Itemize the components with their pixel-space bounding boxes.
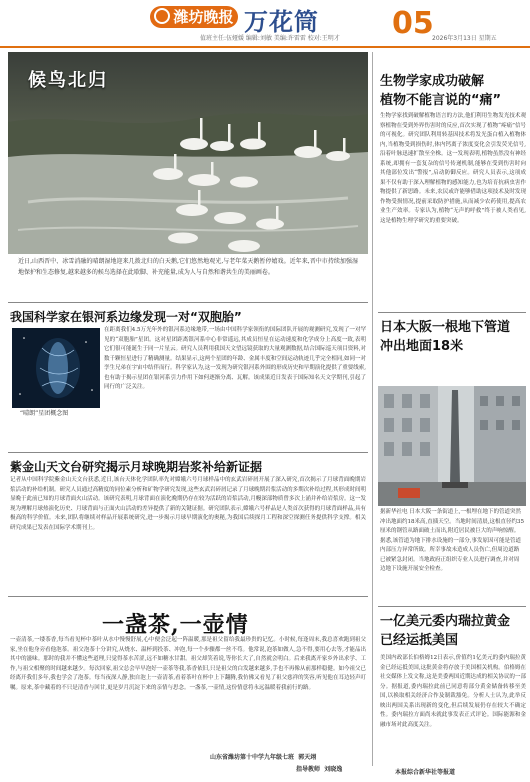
- page-number: 05: [392, 6, 434, 41]
- column-divider: [372, 52, 373, 766]
- osaka-headline: [380, 318, 510, 356]
- logo-text: 潍坊晚报: [173, 8, 234, 26]
- twins-headline: 我国科学家在银河系边缘发现一对“双胞胎”: [10, 310, 242, 324]
- newspaper-logo: [150, 6, 238, 28]
- section-divider: [8, 302, 368, 303]
- logo-mark-icon: [154, 8, 170, 24]
- twins-body: 在距离我们4.5万光年外的银河系边缘地带,一场由中国科学家领衔的国际团队开展的观测研究,发现了一对罕见的“双胞胎”星团。这对星团距离银河系中心非常遥远,其成员恒星在运动速度和化学成分上高度一致,表明它们很可能诞生于同一片星云。研究人员利用我国天文望远镜获取的大量观测数据,结合国际巡天项目资料,对数千颗恒星进行了精确测量。结果显示,这两个星团的年龄、金属丰度和空间运动轨迹几乎完全相同,如同一对孪生兄弟在宇宙中结伴而行。科学家认为,这一发现为研究银河系外围的形成历史和早期演化提供了重要线索,也有助于揭示星团在银河系引力作用下如何逐渐分离、瓦解。该成果近日发表于国际知名天文学期刊,引起了同行的广泛关注。: [104, 327, 366, 390]
- gold-headline-line2: 已经运抵美国: [380, 633, 459, 648]
- star-cluster-image: [12, 328, 100, 408]
- purple-headline: 紫金山天文台研究揭示月球晚期岩浆补给新证据: [10, 460, 263, 474]
- twins-caption: “晴朗”星团概念图: [20, 410, 69, 417]
- byline-teacher: 刘晓逸: [324, 766, 343, 773]
- issue-date: 2026年3月13日 星期五: [432, 35, 497, 42]
- osaka-headline-line1: 日本大阪一根地下管道: [380, 320, 511, 335]
- osaka-pipe-image: [378, 386, 526, 506]
- tea-byline-school: [210, 752, 316, 761]
- osaka-headline-line2: 冲出地面18米: [380, 339, 464, 354]
- twins-image: [12, 328, 100, 408]
- gold-headline-line1: 一亿美元委内瑞拉黄金: [380, 614, 511, 629]
- scientist-body: 生物学家找到破解植物语言的方法,他们利用生物发光技术观察植物在受到外界伤害时的反应,首次实现了植物“疼痛”信号的可视化。研究团队利用转基因技术将发光蛋白植入植物体内,当植物受到损伤时,体内钙离子浓度变化会引发荧光信号,沿着叶脉迅速扩散至全株。这一发现表明,植物虽然没有神经系统,却拥有一套复杂的信号传递机制,能够在受到伤害时向其他部位发出“警报”,启动防御反应。研究人员表示,这项成果不仅有助于深入理解植物的感知能力,也为培育抗病虫害作物提供了新思路。未来,农民或许能够借助这项技术及时发现作物受损情况,提前采取防护措施,从而减少农药使用,提高农业生产效率。专家认为,植物“无声的呼救”终于被人类看见,这是植物生理学研究的重要突破。: [380, 113, 526, 224]
- osaka-pipe-photo: [378, 386, 526, 506]
- osaka-body: 据新华社电 日本大阪一条街道上,一根埋在地下的管道突然冲出地面约18米高,直插天空。当地时间清晨,这根直径约35厘米的钢管从路面破土而出,附近居民被巨大的声响惊醒。据悉,该管道为地下排水设施的一部分,事发原因可能是管道内部压力异常所致。所幸事故未造成人员伤亡,但周边道路已被紧急封闭。当地政府正组织专业人员进行调查,并对周边地下设施开展安全检查。: [380, 509, 524, 572]
- tea-body: 一壶清茶,一缕茶香,每当看见杯中茶叶从水中慢慢舒展,心中便会泛起一阵温暖,那是祖父留给我最珍贵的记忆。小时候,每逢周末,我总喜欢跑到祖父家,坐在他身旁看他泡茶。祖父泡茶十分讲究,从烧水、温杯到投茶、冲泡,每一个步骤都一丝不苟。他常说,泡茶如做人,急不得,要用心去等,才能品出其中的滋味。那时的我并不懂这些道理,只觉得茶水苦涩,远不如糖水甘甜。祖父却笑着说,等你长大了,自然就会明白。后来我离开家乡外出求学、工作,与祖父相聚的时间越来越少。每次回家,祖父总会早早泡好一壶茶等我,茶香依旧,只是祖父的白发越来越多,手也不再像从前那样稳健。如今祖父已经离开我们多年,我也学会了泡茶。每当夜深人静,独自泡上一壶清茶,看着茶叶在杯中上下翻腾,我仿佛又看见了祖父慈祥的笑容,听见他在耳边轻声叮嘱。原来,茶中藏着的不只是清香与回甘,更是岁月沉淀下来的亲情与思念。一盏茶,一壶情,这份情意将永远温暖着我前行的路。: [10, 637, 366, 691]
- section-title: 万花筒: [244, 8, 319, 36]
- section-divider: [8, 452, 368, 453]
- tea-byline-teacher: [296, 764, 342, 773]
- gold-body: 美国内政部长伯格姆12日表示,价值约1亿美元的委内瑞拉黄金已经运抵美国,这批黄金将存放于美国相关机构。伯格姆在社交媒体上发文称,这是美委两国近期达成的相关协议的一部分。据报道,委内瑞拉此前已同意将部分黄金储备转移至美国,以换取相关经济合作及制裁豁免。分析人士认为,此举反映出两国关系出现新的变化,但后续发展仍存在较大不确定性。委内瑞拉方面尚未就此事发表正式评论。国际能源和金融市场对此高度关注。: [380, 655, 526, 728]
- section-divider: [378, 312, 526, 313]
- page-header: [0, 0, 530, 48]
- scientist-headline: [380, 72, 501, 110]
- gold-headline: [380, 612, 510, 650]
- scientist-headline-line2: 植物不能言说的“痛”: [380, 93, 502, 108]
- section-divider: [8, 596, 368, 597]
- section-divider: [378, 606, 526, 607]
- photo-caption: 近日,山西晋中、冰雪消融的晴朗湿地迎来几拨北归的白天鹅,它们悠然地观光,与老年菜天鹅暂停嬉戏。近年来,晋中市持续加强湿地保护和生态修复,越来越多的候鸟选择在此歇脚、补充能量,成为人与自然和谐共生的美丽画卷。: [18, 258, 358, 276]
- purple-body: 记者从中国科学院紫金山天文台获悉,近日,该台天体化学团队率先对嫦娥六号月球样品中的玄武岩碎屑开展了深入研究,首次揭示了月球背面晚期岩浆活动的补给机制。研究人员通过高精度的同位素分析和矿物学研究发现,这些玄武岩碎屑记录了月球晚期岩浆活动的多期次补给过程,其形成时间明显晚于此前已知的月球背面火山活动。该研究表明,月球背面在演化晚期仍存在较为活跃的岩浆活动,月幔深部物质曾多次上涌并补给岩浆房。这一发现为理解月球热演化历史、月球背面与正面火山活动的差异提供了新的关键证据。研究团队表示,嫦娥六号样品是人类首次获得的月球背面样品,具有极高的科学价值。未来,团队将继续对样品开展系统研究,进一步揭示月球早期演化的奥秘,为我国后续探月工程和深空探测任务提供科学支撑。相关研究成果已发表在国际学术期刊上。: [10, 477, 366, 531]
- byline-school: 山东省潍坊第十中学九年级七班: [210, 754, 295, 761]
- scientist-headline-line1: 生物学家成功破解: [380, 74, 485, 89]
- byline-author: 郭天翊: [298, 754, 317, 761]
- tea-title: 一盏茶,一壶情: [102, 612, 249, 638]
- byline-teacher-label: 指导教师: [296, 766, 321, 773]
- staff-line: 值班主任:伍娅媛 编辑:刘敏 美编:许雷雷 校对:王明才: [200, 35, 340, 42]
- page-footer: 本报综合新华社等报道: [395, 769, 456, 776]
- photo-title: 候鸟北归: [28, 70, 108, 91]
